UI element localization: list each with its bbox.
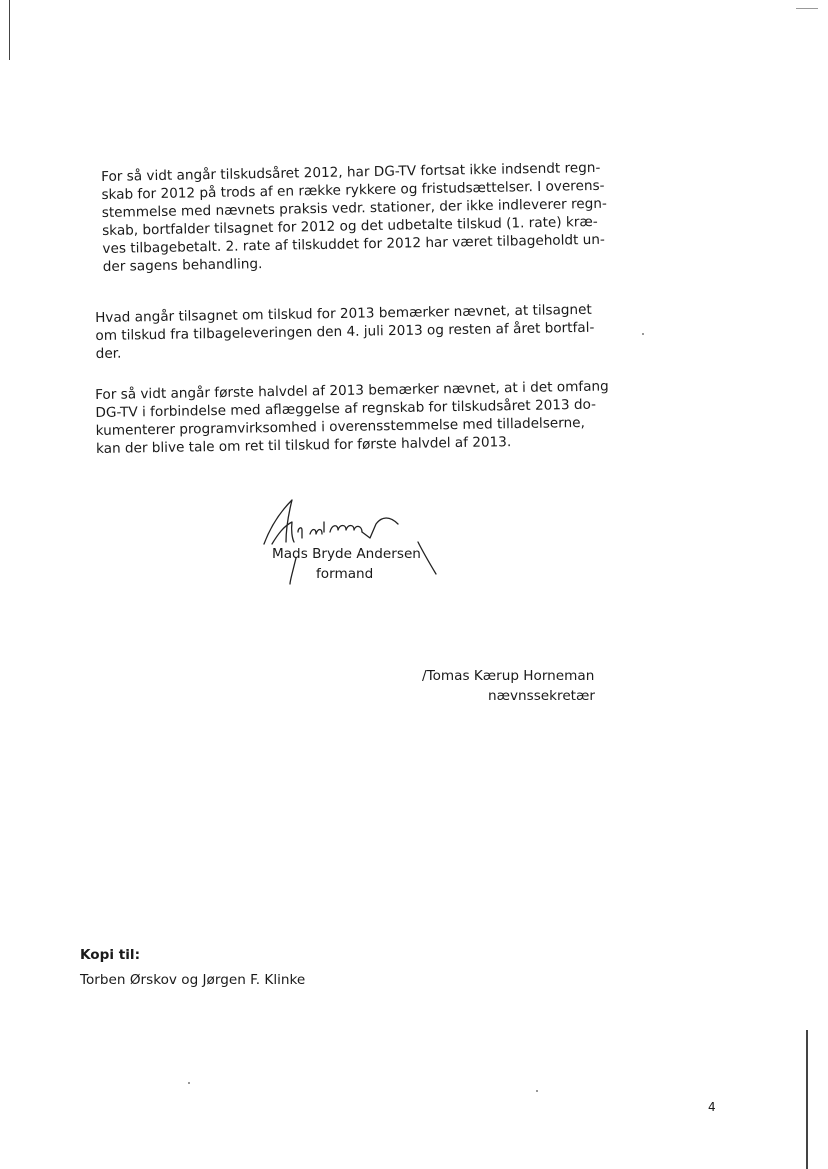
paragraph-line: DG-TV i forbindelse med aflæggelse af regnskab for tilskudsåret 2013 do-: [95, 396, 597, 421]
paragraph-line: For så vidt angår første halvdel af 2013 bemærker nævnet, at i det omfang: [95, 378, 609, 403]
scan-speck: [188, 1082, 190, 1084]
copy-to-label: Kopi til:: [80, 947, 141, 963]
paragraph-tilsagn-2013: [95, 301, 595, 363]
scan-speck: [536, 1090, 538, 1092]
copy-to-recipients: Torben Ørskov og Jørgen F. Klinke: [80, 972, 306, 988]
page-number: 4: [708, 1100, 716, 1114]
signature-block: [258, 498, 458, 588]
paragraph-line: om tilskud fra tilbageleveringen den 4. juli 2013 og resten af året bortfal-: [95, 319, 595, 344]
scan-edge-mark-right: [806, 1030, 808, 1169]
scan-edge-mark-top-right: [796, 8, 818, 9]
scan-speck: [642, 333, 644, 335]
paragraph-tilskudsaret-2012: [101, 159, 608, 276]
paragraph-forste-halvdel-2013: [95, 377, 610, 458]
paragraph-line: skab for 2012 på trods af en række rykkere og fristudsættelser. I overens-: [101, 177, 605, 203]
paragraph-line: stemmelse med nævnets praksis vedr. stationer, der ikke indleverer regn-: [101, 195, 607, 221]
paragraph-line: der.: [95, 345, 122, 362]
secretary-name: /Tomas Kærup Horneman: [422, 668, 595, 684]
scan-edge-mark-left: [9, 0, 10, 60]
paragraph-line: skab, bortfalder tilsagnet for 2012 og det udbetalte tilskud (1. rate) kræ-: [102, 213, 598, 239]
secretary-title: nævnssekretær: [488, 688, 595, 704]
paragraph-line: kumenterer programvirksomhed i overensstemmelse med tilladelserne,: [95, 414, 585, 439]
paragraph-line: ves tilbagebetalt. 2. rate af tilskuddet for 2012 har været tilbageholdt un-: [102, 231, 606, 257]
paragraph-line: kan der blive tale om ret til tilskud for første halvdel af 2013.: [95, 434, 512, 457]
paragraph-line: Hvad angår tilsagnet om tilskud for 2013 bemærker nævnet, at tilsagnet: [95, 301, 592, 326]
signatory-name: Mads Bryde Andersen: [272, 546, 421, 562]
paragraph-line: For så vidt angår tilskudsåret 2012, har DG-TV fortsat ikke indsendt regn-: [101, 159, 601, 185]
signatory-title: formand: [316, 566, 374, 582]
paragraph-line: der sagens behandling.: [102, 256, 263, 275]
